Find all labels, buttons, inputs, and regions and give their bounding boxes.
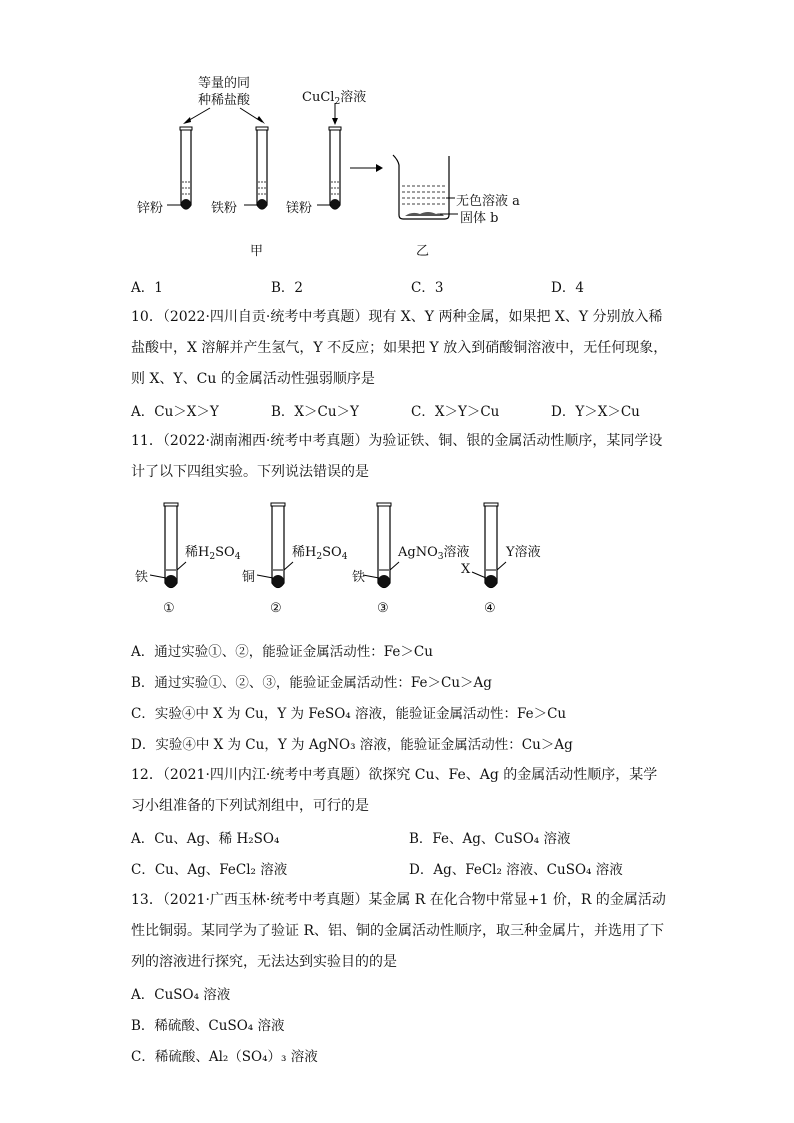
- label-zinc: 锌粉: [137, 201, 164, 216]
- tube-1: [150, 503, 186, 588]
- caption-yi: 乙: [416, 244, 430, 259]
- q11-option-c[interactable]: C．实验④中 X 为 Cu，Y 为 FeSO₄ 溶液，能验证金属活动性：Fe＞Cu: [131, 706, 567, 722]
- tube4-metal: X: [461, 562, 471, 577]
- label-colorless-solution: 无色溶液 a: [456, 194, 520, 209]
- label-equal-hcl: 等量的同: [198, 76, 251, 91]
- q9-option-c[interactable]: C．3: [411, 280, 444, 296]
- q11-option-b[interactable]: B．通过实验①、②、③，能验证金属活动性：Fe＞Cu＞Ag: [131, 675, 492, 691]
- label-equal-hcl-2: 种稀盐酸: [198, 93, 251, 108]
- q10-option-b[interactable]: B．X＞Cu＞Y: [271, 404, 359, 420]
- tube1-number: ①: [163, 601, 175, 616]
- tube2-metal: 铜: [242, 570, 256, 585]
- tube-3: [363, 503, 399, 588]
- q10-option-a[interactable]: A．Cu＞X＞Y: [131, 404, 219, 420]
- q10-option-c[interactable]: C．X＞Y＞Cu: [411, 404, 500, 420]
- q12-option-c[interactable]: C．Cu、Ag、FeCl₂ 溶液: [131, 862, 288, 878]
- q11-stem: 11．（2022·湖南湘西·统考中考真题）为验证铁、铜、银的金属活动性顺序，某同学设计了以下四组实验。下列说法错误的是: [131, 433, 663, 480]
- q11-option-d[interactable]: D．实验④中 X 为 Cu，Y 为 AgNO₃ 溶液，能验证金属活动性：Cu＞Ag: [131, 737, 573, 753]
- tube2-number: ②: [270, 601, 282, 616]
- q10-stem: 10．（2022·四川自贡·统考中考真题）现有 X、Y 两种金属，如果把 X、Y 分别放入稀盐酸中，X 溶解并产生氢气，Y 不反应；如果把 Y 放入到硝酸铜溶液中，无任何现象，则 X、Y、Cu 的金属活动性强弱顺序是: [131, 309, 668, 387]
- tube2-reagent: 稀$H_2SO_4$: [292, 545, 348, 562]
- q13-stem: 13．（2021·广西玉林·统考中考真题）某金属 R 在化合物中常显+1 价，R 的金属活动性比铜弱。某同学为了验证 R、铝、铜的金属活动性顺序，取三种金属片，并选用了下列的溶液进行探究，无法达到实验目的的是: [131, 892, 666, 970]
- tube3-reagent: AgNO$_3$溶液: [398, 545, 470, 562]
- tube4-reagent: Y溶液: [506, 545, 541, 560]
- caption-jia: 甲: [250, 244, 264, 259]
- label-magnesium: 镁粉: [286, 201, 313, 216]
- q12-option-b[interactable]: B．Fe、Ag、CuSO₄ 溶液: [409, 831, 571, 847]
- tube3-metal: 铁: [352, 570, 366, 585]
- tube-4: [472, 503, 506, 588]
- label-cucl2: CuCl$_2$溶液: [302, 90, 367, 107]
- q12-option-d[interactable]: D．Ag、FeCl₂ 溶液、CuSO₄ 溶液: [409, 862, 623, 878]
- q12-option-a[interactable]: A．Cu、Ag、稀 H₂SO₄: [131, 831, 280, 847]
- tube-2: [257, 503, 293, 588]
- q9-option-b[interactable]: B．2: [271, 280, 304, 296]
- label-solid-b: 固体 b: [460, 211, 499, 226]
- q9-option-d[interactable]: D．4: [551, 280, 584, 296]
- tube4-number: ④: [484, 601, 496, 616]
- label-iron: 铁粉: [211, 201, 238, 216]
- q12-stem: 12．（2021·四川内江·统考中考真题）欲探究 Cu、Fe、Ag 的金属活动性顺序，某学习小组准备的下列试剂组中，可行的是: [131, 767, 658, 814]
- q11-option-a[interactable]: A．通过实验①、②，能验证金属活动性：Fe＞Cu: [131, 644, 433, 660]
- q13-option-a[interactable]: A．CuSO₄ 溶液: [131, 987, 231, 1003]
- tube3-number: ③: [377, 601, 389, 616]
- q9-option-a[interactable]: A．1: [131, 280, 163, 296]
- tube1-reagent: 稀$H_2SO_4$: [185, 545, 241, 562]
- q13-option-c[interactable]: C．稀硫酸、Al₂（SO₄）₃ 溶液: [131, 1049, 318, 1065]
- q10-option-d[interactable]: D．Y＞X＞Cu: [551, 404, 640, 420]
- q13-option-b[interactable]: B．稀硫酸、CuSO₄ 溶液: [131, 1018, 285, 1034]
- tube1-metal: 铁: [135, 570, 149, 585]
